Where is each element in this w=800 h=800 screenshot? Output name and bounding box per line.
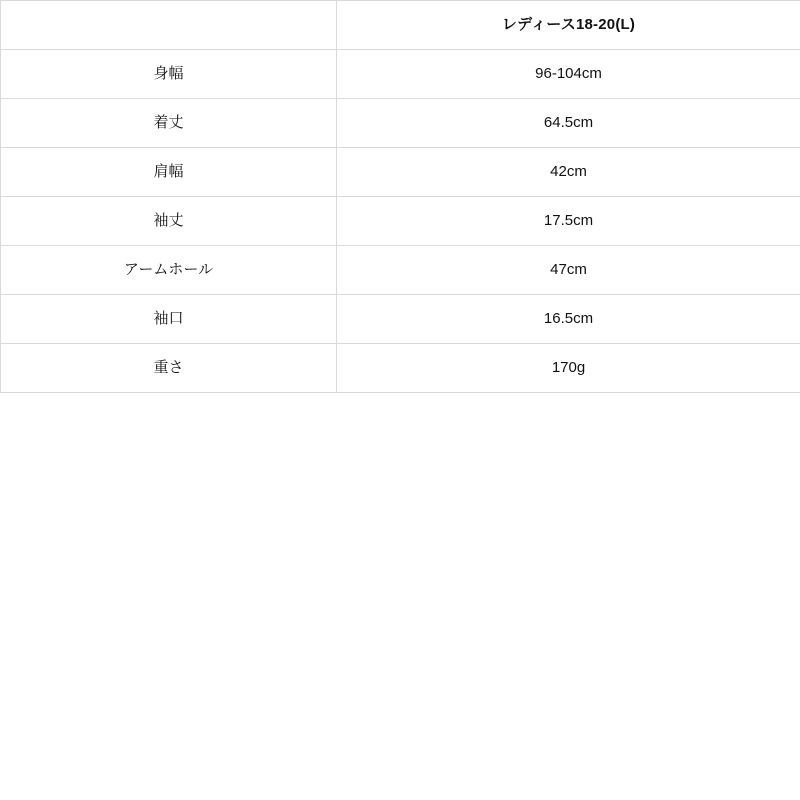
table-body [1, 50, 800, 393]
row-value-garment-length: 64.5cm [337, 99, 800, 148]
table-row [1, 295, 800, 344]
table-row [1, 99, 800, 148]
row-value-weight: 170g [337, 344, 800, 393]
table-row [1, 50, 800, 99]
table-corner-cell [1, 1, 337, 50]
row-value-armhole: 47cm [337, 246, 800, 295]
table-column-header-size: レディース18-20(L) [337, 1, 800, 50]
table-row [1, 197, 800, 246]
row-label-shoulder-width: 肩幅 [1, 148, 337, 197]
table-row [1, 344, 800, 393]
row-value-cuff: 16.5cm [337, 295, 800, 344]
table-head [1, 1, 800, 50]
row-value-sleeve-length: 17.5cm [337, 197, 800, 246]
table-row [1, 246, 800, 295]
row-label-armhole: アームホール [1, 246, 337, 295]
row-label-body-width: 身幅 [1, 50, 337, 99]
row-label-garment-length: 着丈 [1, 99, 337, 148]
row-label-sleeve-length: 袖丈 [1, 197, 337, 246]
size-specification-table [0, 0, 800, 393]
table-row [1, 148, 800, 197]
row-value-shoulder-width: 42cm [337, 148, 800, 197]
table-header-row [1, 1, 800, 50]
row-value-body-width: 96-104cm [337, 50, 800, 99]
row-label-cuff: 袖口 [1, 295, 337, 344]
row-label-weight: 重さ [1, 344, 337, 393]
